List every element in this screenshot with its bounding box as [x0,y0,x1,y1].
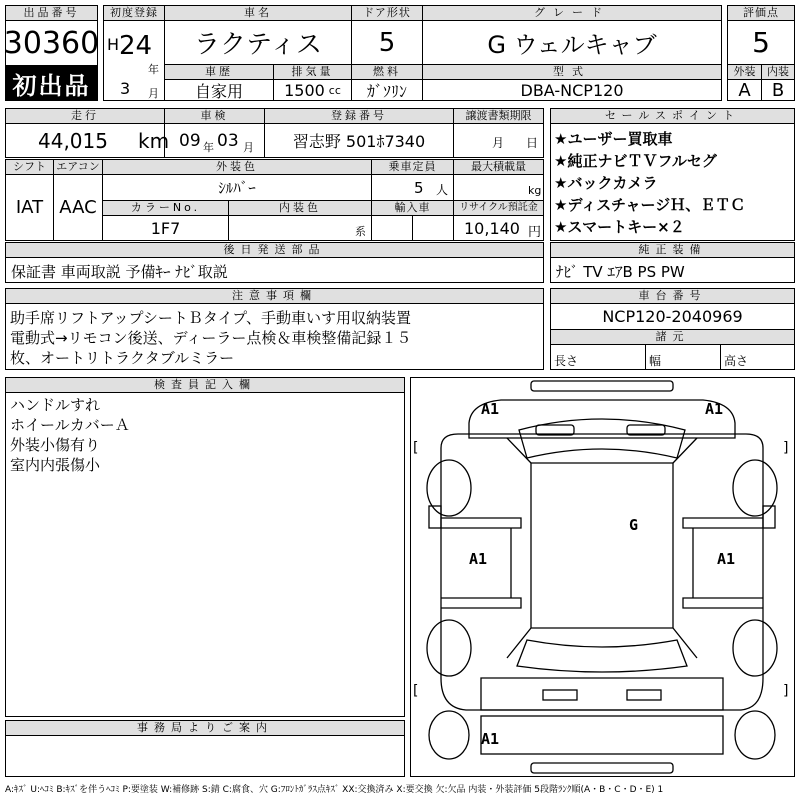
tire-front-left [427,460,471,516]
bracket-right-top: ] [783,440,789,456]
reg-month: 3 [120,79,131,98]
km-unit: km [138,129,170,153]
selling-point: ★スマートキー×２ [554,218,685,236]
spec-width [645,344,721,370]
displacement-label: 排気量 [273,64,352,80]
capacity-value: 5 [414,179,424,197]
chassis-label: 車台番号 [550,288,795,304]
lot-number-label: 出品番号 [5,5,98,21]
office-notice [5,735,405,777]
body-outline [441,434,763,710]
bracket-left-top: [ [413,440,419,456]
inspector-line: ハンドルすれ [10,396,101,414]
door-type: 5 [351,20,423,65]
shift: IAT [5,174,54,241]
selling-point: ★バックカメラ [554,174,658,192]
inspection-year-unit: 年 [203,141,214,154]
selling-point: ★ユーザー買取車 [554,130,673,148]
spec-height-label: 高さ [724,354,749,368]
history-label: 車歴 [164,64,274,80]
kg-unit: kg [528,184,542,197]
note-line: 電動式→リモコン後送、ディーラー点検＆車検整備記録１５ [10,329,412,347]
ac-label: エアコン [53,159,103,175]
notes [5,303,544,370]
selling-points-label: セールスポイント [550,108,795,124]
inspection-expiry [164,123,265,158]
displacement [273,79,352,101]
legend: A:ｷｽﾞ U:ﾍｺﾐ B:ｷｽﾞを伴うﾍｺﾐ P:要塗装 W:補修跡 S:錆 C:腐食、穴 G:ﾌﾛﾝﾄｶﾞﾗｽ点ｷｽﾞ XX:交換済み X:要交換 欠:欠品 内装・外装評価 5段階ﾗﾝｸ順(A・B・C・D・E) 1 [5,785,664,795]
import-right [412,215,454,241]
import-left [371,215,413,241]
era: H [107,35,120,54]
cc-unit: cc [328,83,341,97]
notes-lines [10,308,411,368]
car-outline [411,378,794,776]
interior-color-unit: 系 [355,225,366,238]
rear-lamp-right [627,690,661,700]
max-load-label: 最大積載量 [453,159,544,175]
year-unit: 年 [148,63,159,76]
transfer-day-unit: 日 [526,136,539,150]
capacity [371,174,454,201]
capacity-label: 乗車定員 [371,159,454,175]
interior-color [228,215,372,241]
interior-color-label: 内装色 [228,200,372,216]
tire-rear-right [733,620,777,676]
selling-point: ★純正ナビＴＶフルセグ [554,152,717,170]
chassis-number: NCP120-2040969 [550,303,795,330]
spec-length [550,344,646,370]
import-label: 輸入車 [371,200,454,216]
spec-width-label: 幅 [649,354,662,368]
front-bumper [531,381,673,391]
bracket-right-bottom: ] [783,683,789,699]
capacity-unit: 人 [436,183,449,197]
plate-number: 習志野 501ﾎ7340 [264,123,454,158]
score-label: 評価点 [727,5,795,21]
month-unit: 月 [148,87,159,100]
later-parts-value: 保証書 車両取説 予備ｷｰ ﾅﾋﾞ取説 [11,263,228,281]
tire-front-right [733,460,777,516]
specs-label: 諸元 [550,329,795,345]
rear-lamp-left [543,690,577,700]
note-line: 助手席リフトアップシートＢタイプ、手動車いす用収納装置 [10,309,411,327]
tire-rear-left [427,620,471,676]
later-parts [5,257,544,283]
damage-mark-right-door: A1 [717,550,736,568]
genuine-equipment-value: ﾅﾋﾞ TV ｴｱB PS PW [556,263,685,281]
exterior-color-label: 外装色 [102,159,372,175]
genuine-equipment-label: 純正装備 [550,242,795,258]
note-line: 枚、オートリトラクタブルミラー [10,349,235,367]
rear-hatch [481,678,723,710]
air-conditioner: AAC [53,174,103,241]
transfer-month-unit: 月 [492,136,505,150]
mileage-label: 走行 [5,108,165,124]
inspector-line: ホイールカバーＡ [10,416,130,434]
inspection-label: 車検 [164,108,265,124]
plate-label: 登録番号 [264,108,454,124]
damage-mark-left-door: A1 [469,550,488,568]
damage-mark-windshield: G [629,516,639,534]
notes-label: 注意事項欄 [5,288,544,304]
car-name: ラクティス [164,20,352,65]
interior-label: 内装 [761,64,795,80]
mileage-value: 44,015 [38,129,108,153]
transfer-docs-deadline [453,123,544,158]
spec-length-label: 長さ [554,354,579,368]
door-type-label: ドア形状 [351,5,423,21]
reg-year: 24 [119,31,153,61]
inspector-line: 外装小傷有り [10,436,101,454]
fuel-label: 燃料 [351,64,423,80]
recycle-label: リサイクル預託金 [453,200,544,216]
car-name-label: 車名 [164,5,352,21]
model: DBA-NCP120 [422,79,722,101]
pillars [507,438,697,658]
model-label: 型式 [422,64,722,80]
grade: G ウェルキャブ [422,20,722,65]
office-label: 事務局よりご案内 [5,720,405,736]
exterior-score: A [727,79,762,101]
first-listing-badge: 初出品 [5,66,98,101]
history: 自家用 [164,79,274,101]
rear-bumper-frame [481,716,723,754]
inspection-month-unit: 月 [243,141,254,154]
exterior-label: 外装 [727,64,762,80]
bracket-left-bottom: [ [413,683,419,699]
tire-spare-left [429,711,469,759]
recycle-value: 10,140 [464,219,520,238]
lot-number: 30360 [5,20,98,66]
color-no: 1F7 [102,215,229,241]
car-diagram [410,377,795,777]
max-load [453,174,544,201]
fuel: ｶﾞｿﾘﾝ [351,79,423,101]
interior-score: B [761,79,795,101]
rear-window [517,640,687,672]
selling-points [550,123,795,241]
inspector-label: 検査員記入欄 [5,377,405,393]
color-no-label: カラーNo. [102,200,229,216]
mileage [5,123,170,158]
transfer-docs-label: 譲渡書類期限 [453,108,544,124]
recycle-fee [453,215,544,241]
spec-height [720,344,795,370]
selling-point: ★ディスチャージＨ、ＥＴＣ [554,196,746,214]
inspection-year: 09 [179,131,201,151]
damage-mark-rear-left: A1 [481,730,500,748]
shift-label: シフト [5,159,54,175]
grade-label: グレード [422,5,722,21]
first-registration-label: 初度登録 [103,5,165,21]
tire-spare-right [735,711,775,759]
score: 5 [727,20,795,65]
yen-unit: 円 [528,225,542,240]
later-parts-label: 後日発送部品 [5,242,544,258]
damage-mark-front-left: A1 [481,400,500,418]
inspector-lines [10,395,130,475]
selling-points-list [554,128,745,238]
inspector-line: 室内内張傷小 [10,456,101,474]
exterior-color: ｼﾙﾊﾞｰ [102,174,372,201]
rear-bumper [531,763,673,773]
roof [531,463,673,628]
first-registration [103,20,165,101]
displacement-value: 1500 [284,80,325,100]
damage-mark-front-right: A1 [705,400,724,418]
inspector-notes [5,392,405,717]
inspection-month: 03 [217,131,239,151]
genuine-equipment [550,257,795,283]
